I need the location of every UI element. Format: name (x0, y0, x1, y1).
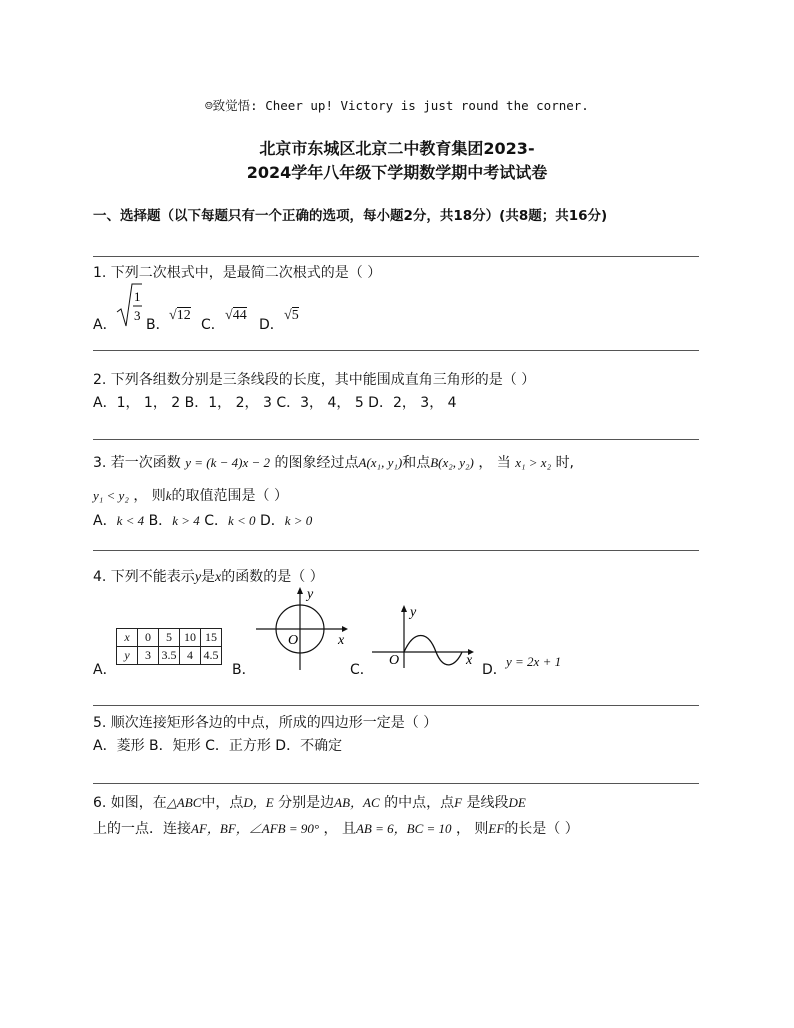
q3-condition-y: y₁ < y₂ (93, 488, 129, 503)
q6-line1 (93, 792, 526, 812)
divider (93, 350, 699, 351)
q4-option-b-label: B． (232, 662, 256, 678)
origin-label: O (288, 633, 299, 648)
table-cell: 3.5 (159, 647, 180, 665)
q3-tail: 的取值范围是（ ） (171, 488, 288, 504)
sine-curve (404, 636, 462, 665)
motto-line: ☺致觉悟: Cheer up! Victory is just round the corner. (205, 98, 589, 113)
q3-option-d-label: D． (259, 513, 285, 529)
y-axis-arrow (401, 605, 407, 612)
q2-stem: 2. 下列各组数分别是三条线段的长度，其中能围成直角三角形的是（ ） (93, 372, 536, 388)
q6-sides: AB，AC (334, 795, 380, 810)
y-axis-label: y (410, 605, 417, 620)
q6-text-8: ， 则 (455, 821, 489, 837)
q3-point-b: B(x₂, y₂) (430, 455, 474, 470)
q6-text-6: 上的一点．连接 (93, 821, 191, 837)
q3-text-1: 的图象经过点 (274, 455, 359, 471)
q3-option-c-label: C． (204, 513, 228, 529)
q6-text-7: ， 且 (323, 821, 356, 837)
q3-option-b-label: B． (148, 513, 173, 529)
q1-option-c-label: C． (201, 317, 225, 333)
q4-option-b-circle-graph (252, 584, 352, 674)
section-heading: 一、选择题（以下每题只有一个正确的选项，每小题2分，共18分）(共8题；共16分) (93, 208, 608, 224)
x-axis-arrow (342, 626, 348, 632)
divider (93, 705, 699, 706)
q4-option-c-label: C． (350, 662, 374, 678)
q4-option-a-label: A． (93, 662, 117, 678)
q3-option-d-math: k > 0 (284, 513, 313, 528)
q4-is: 是 (201, 569, 216, 585)
q3-option-b-math: k > 4 (172, 513, 200, 528)
q1-c-radicand: 44 (232, 308, 247, 323)
q3-function: y = (k − 4)x − 2 (185, 455, 271, 470)
table-cell: 0 (138, 629, 159, 647)
q2-options: A．1， 1， 2 B．1， 2， 3 C．3， 4， 5 D．2， 3， 4 (93, 395, 457, 411)
table-cell: 4 (180, 647, 201, 665)
table-cell: 3 (138, 647, 159, 665)
q4-y-var: y (194, 570, 202, 585)
q3-condition-x: x₁ > x₂ (515, 455, 552, 470)
q1-option-a-math (115, 282, 143, 330)
q4-stem (93, 566, 324, 586)
q5-stem: 5. 顺次连接矩形各边的中点，所成的四边形一定是（ ） (93, 715, 438, 731)
q6-text-3: 分别是边 (278, 795, 335, 811)
q1-stem: 1. 下列二次根式中，是最简二次根式的是（ ） (93, 265, 382, 281)
q3-option-a-math: k < 4 (116, 513, 145, 528)
q4-option-c-wave-graph (370, 600, 480, 670)
q6-given: AB = 6，BC = 10 (355, 821, 452, 836)
y-axis-label: y (307, 587, 314, 602)
q6-text-4: 的中点，点 (384, 795, 455, 811)
q6-points-de: D，E (243, 795, 274, 810)
table-cell: 4.5 (201, 647, 222, 665)
q3-line2 (93, 485, 288, 505)
q1-b-radicand: 12 (176, 308, 191, 323)
q3-text-4: 时, (555, 455, 575, 471)
q6-ef: EF (488, 821, 505, 836)
q4-stem-pre: 4. 下列不能表示 (93, 569, 195, 585)
q6-text-5: 是线段 (466, 795, 509, 811)
q1-a-denominator: 3 (134, 308, 141, 323)
q3-number: 3. 若一次函数 (93, 455, 181, 471)
table-row (117, 647, 222, 665)
q6-line2 (93, 818, 579, 838)
q3-text-3: ， 当 (478, 455, 511, 471)
q4-x-var: x (215, 570, 222, 585)
q1-option-d-math: √5 (284, 308, 299, 323)
q6-segment-de: DE (508, 795, 526, 810)
table-cell: x (117, 629, 138, 647)
q5-options: A．菱形 B．矩形 C．正方形 D．不确定 (93, 738, 343, 754)
q3-k-variable: k (165, 488, 172, 503)
q6-point-f: F (454, 795, 463, 810)
q1-option-d-label: D． (259, 317, 284, 333)
q4-option-d-label: D． (482, 662, 507, 678)
q1-option-c-math: √44 (225, 308, 247, 323)
q1-a-numerator: 1 (134, 289, 141, 304)
q6-text-9: 的长是（ ） (504, 821, 579, 837)
origin-label: O (389, 653, 400, 668)
q1-option-b-label: B． (146, 317, 170, 333)
q4-stem-post: 的函数的是（ ） (221, 569, 324, 585)
table-cell: 10 (180, 629, 201, 647)
q3-point-a: A(x₁, y₁) (358, 455, 403, 470)
q6-triangle: △ABC (166, 795, 202, 810)
divider (93, 550, 699, 551)
divider (93, 256, 699, 257)
table-row (117, 629, 222, 647)
divider (93, 783, 699, 784)
y-axis-arrow (297, 587, 303, 594)
q3-option-c-math: k < 0 (227, 513, 256, 528)
q1-options (93, 280, 393, 333)
q1-d-radicand: 5 (291, 308, 299, 323)
q3-text-5: ， 则 (133, 488, 166, 504)
q4-option-a-table (116, 628, 222, 665)
q3-line1 (93, 452, 574, 472)
table-cell: y (117, 647, 138, 665)
q6-segments-angle: AF，BF，∠AFB = 90° (191, 821, 320, 836)
q1-option-b-math: √12 (169, 308, 191, 323)
q4-option-d-math: y = 2x + 1 (506, 654, 562, 669)
x-axis-label: x (466, 653, 473, 668)
q3-options (93, 510, 312, 530)
table-cell: 15 (201, 629, 222, 647)
x-axis-label: x (338, 633, 345, 648)
divider (93, 439, 699, 440)
q6-text-2: 中，点 (201, 795, 244, 811)
page-title-line1: 北京市东城区北京二中教育集团2023- (259, 139, 535, 158)
q1-option-a-label: A． (93, 317, 117, 333)
q6-text-1: 6. 如图，在 (93, 795, 167, 811)
q3-option-a-label: A． (93, 513, 117, 529)
page-title-line2: 2024学年八年级下学期数学期中考试试卷 (246, 163, 548, 182)
table-cell: 5 (159, 629, 180, 647)
q3-text-2: 和点 (402, 455, 431, 471)
